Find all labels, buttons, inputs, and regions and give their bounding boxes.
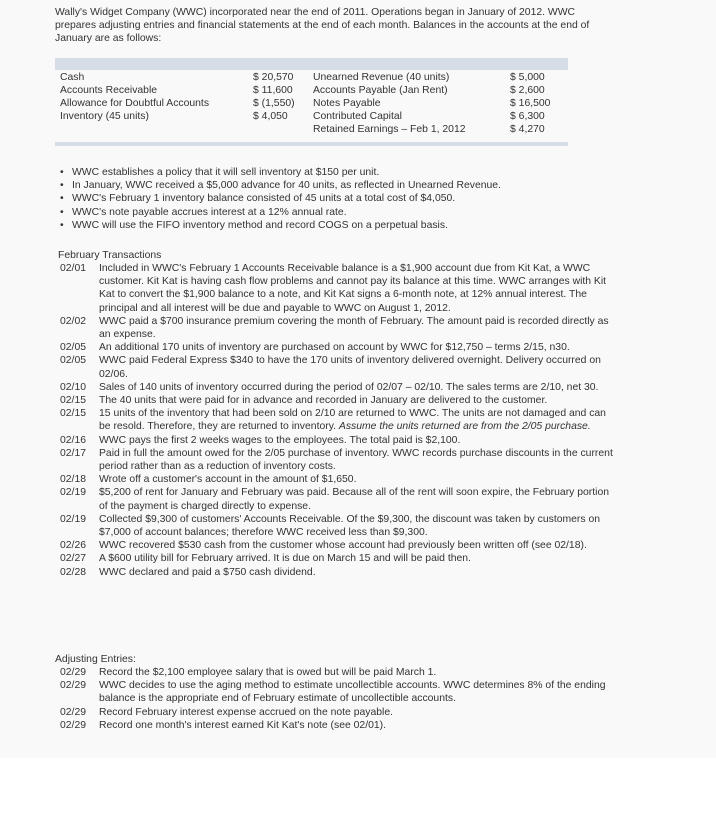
transaction-date: 02/10 — [60, 381, 87, 393]
account-amount: $ 6,300 — [510, 111, 545, 122]
adjusting-item — [60, 706, 614, 719]
transaction-item — [60, 394, 614, 407]
account-name: Allowance for Doubtful Accounts — [60, 98, 210, 109]
transaction-date: 02/05 — [60, 355, 87, 367]
account-amount: $ 20,570 — [253, 72, 294, 83]
account-amount: $ 11,600 — [253, 85, 293, 96]
account-amount: $ 5,000 — [510, 72, 545, 83]
transaction-date: 02/28 — [60, 566, 87, 578]
february-transactions-title: February Transactions — [58, 250, 162, 261]
transaction-item — [60, 552, 614, 565]
balances-table — [55, 58, 568, 146]
adjusting-date: 02/29 — [60, 706, 87, 718]
transaction-item — [60, 407, 614, 433]
transaction-text: WWC declared and paid a $750 cash dividend. — [99, 566, 316, 578]
transaction-text: An additional 170 units of inventory are purchased on account by WWC for $12,750 – terms 2/15, n30. — [99, 342, 570, 354]
table-footer-bar — [55, 142, 568, 146]
transaction-item — [60, 434, 614, 447]
adjusting-entries-list — [60, 666, 614, 732]
policy-item: • WWC will use the FIFO inventory method and record COGS on a perpetual basis. — [60, 219, 501, 232]
account-name: Cash — [60, 72, 85, 83]
account-amount: $ 16,500 — [510, 98, 551, 109]
adjusting-text: WWC decides to use the aging method to estimate uncollectible accounts. WWC determines 8% of the ending balance is the appropriate end of February estimate of uncollectible accounts. — [99, 680, 606, 705]
intro-paragraph — [55, 6, 615, 46]
account-name: Retained Earnings – Feb 1, 2012 — [313, 124, 466, 135]
transaction-item — [60, 539, 614, 552]
transaction-date: 02/15 — [60, 395, 87, 407]
adjusting-entries-title: Adjusting Entries: — [55, 654, 136, 665]
transaction-note: Assume the units returned are from the 2/05 purchase. — [338, 421, 591, 433]
account-name: Notes Payable — [313, 98, 381, 109]
transaction-text: Collected $9,300 of customers' Accounts Receivable. Of the $9,300, the discount was taken by customers on $7,000 of account balances; therefore WWC received less than $9,300. — [99, 513, 601, 539]
right-amounts-column — [510, 71, 550, 136]
account-amount: $ 4,050 — [253, 111, 288, 122]
transaction-date: 02/27 — [60, 553, 87, 565]
table-rows — [55, 71, 568, 136]
transaction-date: 02/02 — [60, 315, 87, 327]
account-amount: $ 2,600 — [510, 85, 545, 96]
adjusting-item — [60, 679, 614, 705]
adjusting-date: 02/29 — [60, 667, 87, 678]
transaction-item — [60, 566, 614, 579]
account-amount: $ (1,550) — [253, 98, 295, 109]
transaction-text: Wrote off a customer's account in the amount of $1,650. — [99, 474, 357, 486]
transaction-date: 02/19 — [60, 513, 87, 525]
adjusting-item — [60, 719, 614, 732]
transaction-date: 02/01 — [60, 263, 87, 274]
policy-list — [60, 166, 501, 232]
transaction-text: A $600 utility bill for February arrived. It is due on March 15 and will be paid then. — [99, 553, 471, 565]
policy-item: • WWC's note payable accrues interest at a 12% annual rate. — [60, 206, 501, 219]
transaction-text: WWC paid Federal Express $340 to have the 170 units of inventory delivered overnight. Delivery occurred on 02/06. — [99, 355, 601, 380]
transaction-date: 02/19 — [60, 487, 87, 499]
left-amounts-column — [253, 71, 295, 123]
table-header-bar — [55, 58, 568, 70]
transaction-item — [60, 513, 614, 539]
transaction-date: 02/26 — [60, 540, 87, 552]
transaction-date: 02/15 — [60, 408, 87, 420]
transaction-item — [60, 486, 614, 512]
account-name: Contributed Capital — [313, 111, 402, 122]
transaction-item — [60, 473, 614, 486]
transaction-item — [60, 354, 614, 380]
transaction-text: WWC pays the first 2 weeks wages to the employees. The total paid is $2,100. — [99, 434, 461, 446]
account-name: Inventory (45 units) — [60, 111, 149, 122]
transaction-text: 15 units of the inventory that had been sold on 2/10 are returned to WWC. The units are not damaged and can be resold. Therefore, they are returned to inventory. — [99, 408, 606, 433]
transaction-text: Paid in full the amount owed for the 2/05 purchase of inventory. WWC records purchase discounts in the current period rather than as a reduction of inventory costs. — [99, 447, 613, 473]
transaction-date: 02/17 — [60, 447, 87, 459]
transaction-item — [60, 381, 614, 394]
transaction-text: $5,200 of rent for January and February was paid. Because all of the rent will soon expire, the February portion of the payment is charged directly to expense. — [99, 487, 610, 512]
account-name: Accounts Payable (Jan Rent) — [313, 85, 448, 96]
transaction-text: WWC paid a $700 insurance premium covering the month of February. The amount paid is recorded directly as an expense. — [99, 315, 609, 341]
adjusting-date: 02/29 — [60, 680, 87, 692]
transaction-date: 02/18 — [60, 474, 87, 486]
transaction-item — [60, 447, 614, 473]
policy-item: • In January, WWC received a $5,000 advance for 40 units, as reflected in Unearned Revenue. — [60, 179, 501, 192]
policy-item: • WWC establishes a policy that it will sell inventory at $150 per unit. — [60, 166, 501, 179]
transaction-item — [60, 341, 614, 354]
account-name: Accounts Receivable — [60, 85, 158, 96]
transaction-item — [60, 262, 614, 315]
transaction-item — [60, 315, 614, 341]
intro-text: Wally's Widget Company (WWC) incorporated near the end of 2011. Operations began in January of 2012. WWC prepares adjusting entries and financial statements at the end of each month. Balances in the accounts at the end of January are as follows: — [55, 7, 590, 45]
right-accounts-column — [313, 71, 466, 136]
adjusting-text: Record February interest expense accrued on the note payable. — [99, 706, 394, 718]
transaction-text: The 40 units that were paid for in advance and recorded in January are delivered to the customer. — [99, 395, 548, 407]
adjusting-text: Record the $2,100 employee salary that is owed but will be paid March 1. — [99, 667, 437, 678]
adjusting-item — [60, 666, 614, 679]
transaction-text-wrapper — [99, 407, 614, 433]
transaction-date: 02/05 — [60, 342, 87, 354]
adjusting-text: Record one month's interest earned Kit Kat's note (see 02/01). — [99, 719, 386, 731]
transaction-text: WWC recovered $530 cash from the customer whose account had previously been written off (see 02/18). — [99, 540, 587, 552]
transaction-date: 02/16 — [60, 434, 87, 446]
february-transactions-list — [60, 262, 614, 579]
adjusting-date: 02/29 — [60, 719, 87, 731]
left-accounts-column — [60, 71, 209, 123]
transaction-text: Included in WWC's February 1 Accounts Receivable balance is a $1,900 account due from Kit Kat, a WWC customer. Kit Kat is having cash flow problems and cannot pay its balance at this time. WWC arranges with Kit Kat to convert the $1,900 balance to a note, and Kit Kat signs a 6-month note, at 12% annual interest. The principal and all interest will be due and payable to WWC on August 1, 2012. — [99, 263, 607, 314]
account-amount: $ 4,270 — [510, 124, 545, 135]
transaction-text: Sales of 140 units of inventory occurred during the period of 02/07 – 02/10. The sales terms are 2/10, net 30. — [99, 381, 599, 393]
policy-item: • WWC's February 1 inventory balance consisted of 45 units at a total cost of $4,050. — [60, 192, 501, 205]
account-name: Unearned Revenue (40 units) — [313, 72, 450, 83]
